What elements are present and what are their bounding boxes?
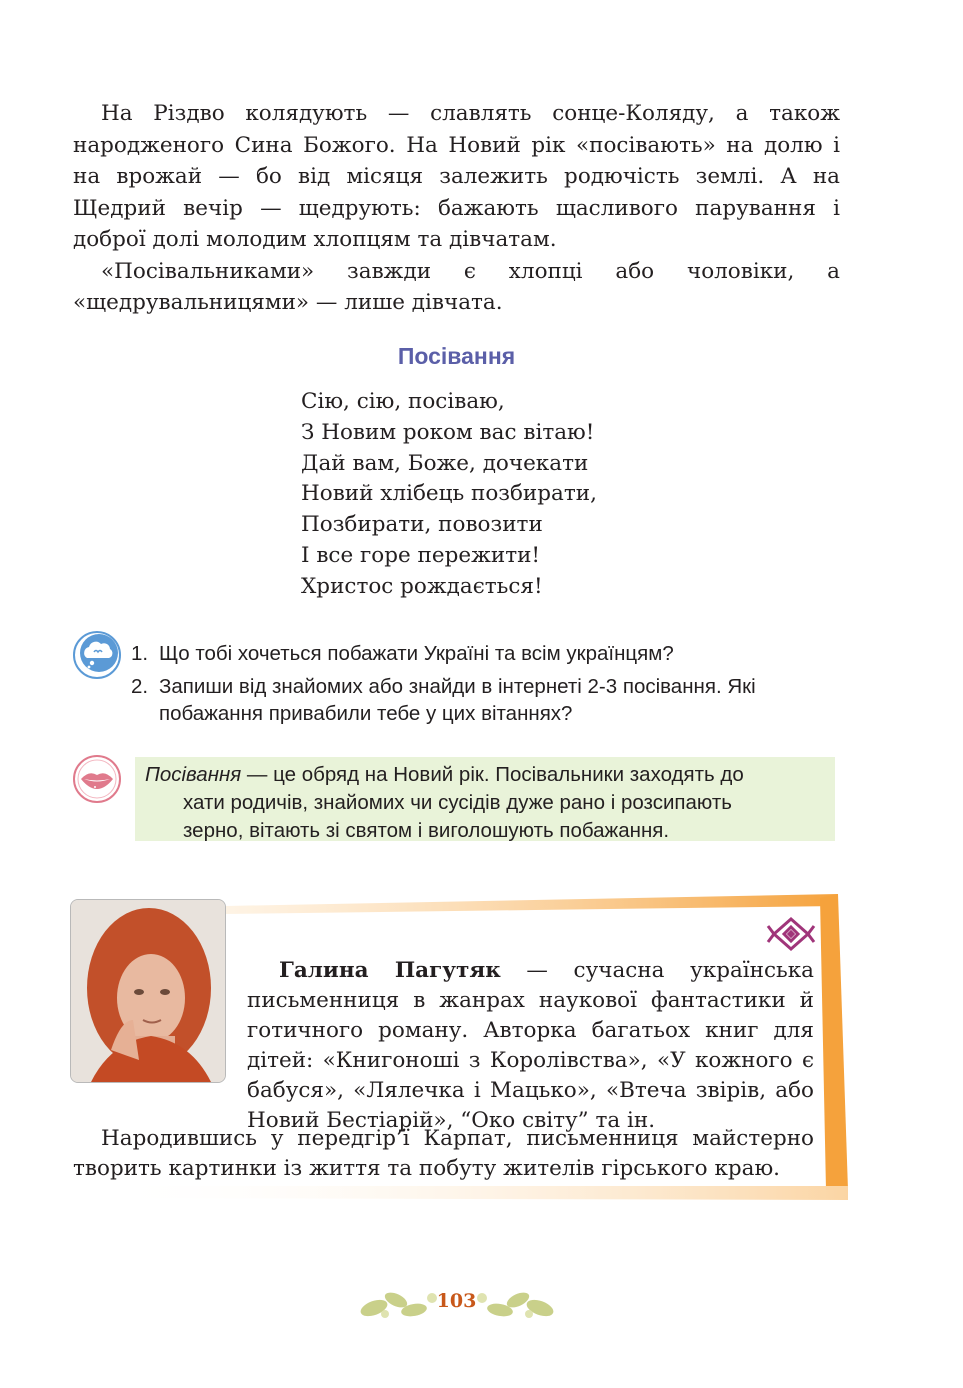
definition-line-2: хати родичів, знайомих чи сусідів дуже рано і розсипають (183, 791, 732, 814)
definition-term: Посівання (145, 763, 242, 786)
embroidery-ornament-icon (766, 916, 816, 952)
poem-line: З Новим роком вас вітаю! (301, 419, 595, 445)
intro-paragraph-1: На Різдво колядують — славлять сонце-Коляду, а також народженого Сина Божого. На Новий рік «посівають» на долю і на врожай — бо від місяця залежить родючість землі. А на Щедрий вечір — щедрують: бажають щасливого парування і доброї долі молодим хлопцям та дівчатам. (73, 101, 840, 252)
definition-line-1: — це обряд на Новий рік. Посівальники заходять до (241, 763, 744, 786)
poem-title: Посівання (397, 343, 516, 369)
poem-line: Позбирати, повозити (301, 512, 543, 538)
definition-line-3: зерно, вітають зі святом і виголошують побажання. (183, 819, 670, 842)
author-portrait-image (71, 900, 225, 1082)
author-bio (247, 956, 814, 1136)
page-number: 103 (436, 1290, 477, 1312)
author-name: Галина Пагутяк (279, 958, 501, 983)
question-number: 1. (131, 642, 149, 665)
intro-paragraph-2: «Посівальниками» завжди є хлопці або чоловіки, а «щедрувальницями» — лише дівчата. (73, 258, 840, 315)
poem-line: Новий хлібець позбирати, (301, 481, 597, 507)
author-photo (70, 899, 226, 1083)
poem-line: Дай вам, Боже, дочекати (301, 450, 589, 476)
question-text: Що тобі хочеться побажати Україні та всім українцям? (159, 642, 674, 665)
poem-line: Христос рождається! (301, 573, 543, 599)
poem-line: І все горе пережити! (301, 542, 541, 568)
author-paragraph-2: Народившись у передгір’ї Карпат, письменниця майстерно творить картинки із життя та побуту жителів гірського краю. (73, 1126, 814, 1181)
author-bio-text: — сучасна українська письменниця в жанрах наукової фантастики й готичного роману. Авторка багатьох книг для дітей: «Книгоноші з Королівства», «У кожного є бабуся», «Лялечка і Мацько», «Втеча звірів, або Новий Бестіарій», “Око світу” та ін. (247, 958, 814, 1133)
author-paragraph-1 (247, 956, 814, 1136)
author-bio-continued (73, 1124, 814, 1184)
question-number: 2. (131, 675, 149, 698)
poem-line: Сію, сію, посіваю, (301, 389, 505, 414)
question-text: Запиши від знайомих або знайди в інтернеті 2-3 посівання. Які побажання привабили тебе у цих вітаннях? (159, 675, 756, 725)
